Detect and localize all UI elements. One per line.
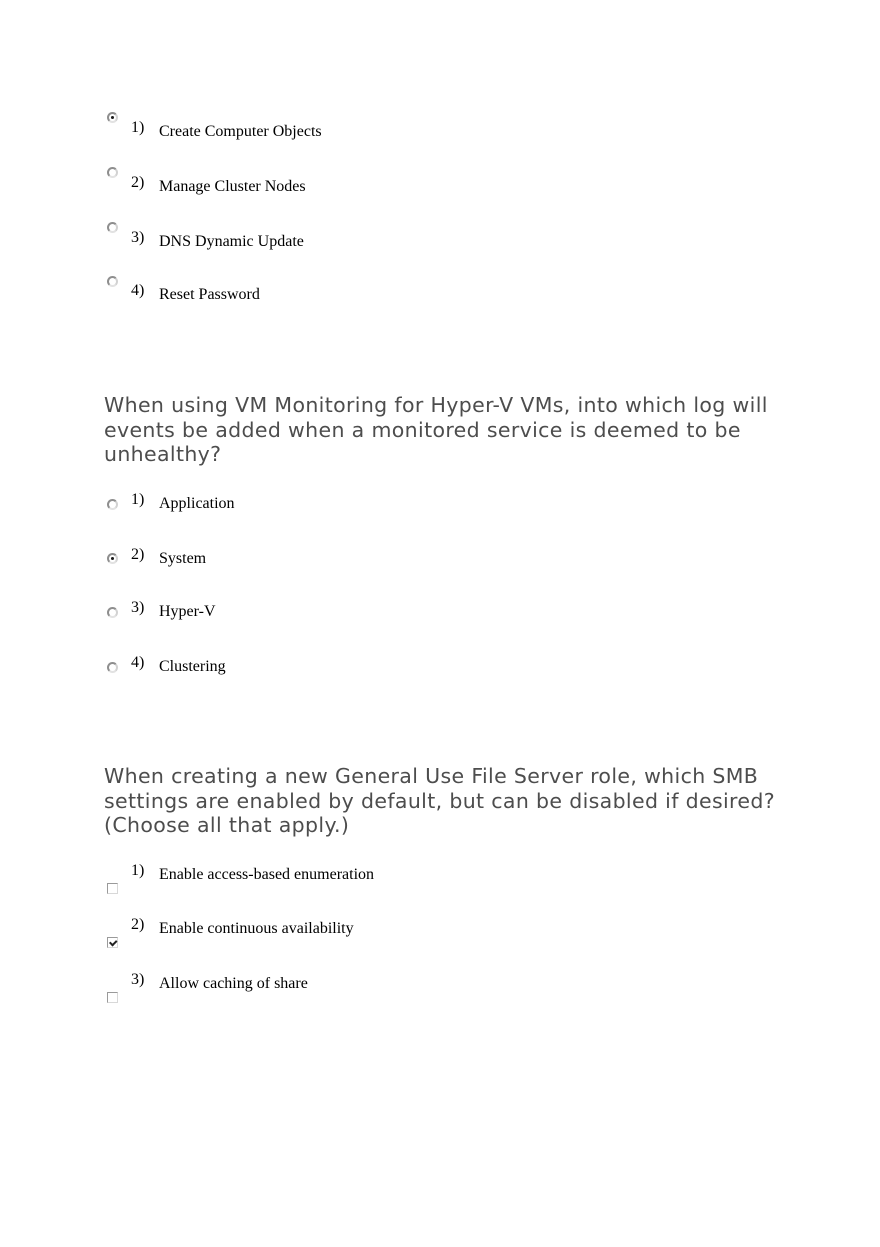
q1-option-1-radio[interactable]: [107, 112, 118, 123]
q3-option-2-label: Enable continuous availability: [159, 920, 354, 937]
q1-option-4-radio[interactable]: [107, 276, 118, 287]
q2-option-4[interactable]: [0, 653, 700, 683]
q1-option-1[interactable]: [0, 110, 700, 140]
q3-option-1-label: Enable access-based enumeration: [159, 866, 375, 883]
q3-option-1-checkbox[interactable]: [107, 883, 118, 894]
q1-option-4-number: 4): [131, 282, 145, 299]
q2-option-1[interactable]: [0, 490, 700, 520]
q2-option-3-number: 3): [131, 599, 145, 616]
q1-option-1-label: Create Computer Objects: [159, 123, 322, 140]
q1-option-2-radio[interactable]: [107, 167, 118, 178]
q1-option-2[interactable]: [0, 165, 700, 195]
q1-option-3-label: DNS Dynamic Update: [159, 233, 304, 250]
question-2-text: When using VM Monitoring for Hyper-V VMs, into which log will events be added when a monitored service is deemed to be unhealthy?: [104, 393, 768, 466]
q2-option-1-label: Application: [159, 495, 235, 512]
q3-option-3[interactable]: [0, 970, 700, 1000]
q1-option-4-label: Reset Password: [159, 286, 260, 303]
q3-option-2[interactable]: [0, 915, 700, 945]
q3-option-3-checkbox[interactable]: [107, 992, 118, 1003]
q1-option-1-number: 1): [131, 119, 145, 136]
q3-option-3-number: 3): [131, 971, 145, 988]
q2-option-4-number: 4): [131, 654, 145, 671]
q3-option-2-number: 2): [131, 916, 145, 933]
q2-option-2-label: System: [159, 550, 207, 567]
q1-option-4[interactable]: [0, 273, 700, 303]
q3-option-1[interactable]: [0, 861, 700, 891]
q2-option-3[interactable]: [0, 598, 700, 628]
q2-option-2-number: 2): [131, 546, 145, 563]
q2-option-3-label: Hyper-V: [159, 603, 216, 620]
q2-option-4-label: Clustering: [159, 658, 226, 675]
q3-option-1-number: 1): [131, 862, 145, 879]
q1-option-2-label: Manage Cluster Nodes: [159, 178, 306, 195]
q1-option-3-radio[interactable]: [107, 222, 118, 233]
q2-option-1-number: 1): [131, 491, 145, 508]
q1-option-2-number: 2): [131, 174, 145, 191]
q3-option-2-checkbox[interactable]: [107, 937, 118, 948]
q2-option-2[interactable]: [0, 545, 700, 575]
q1-option-3-number: 3): [131, 229, 145, 246]
q2-option-3-radio[interactable]: [107, 607, 118, 618]
q2-option-4-radio[interactable]: [107, 662, 118, 673]
q1-option-3[interactable]: [0, 220, 700, 250]
question-3-text: When creating a new General Use File Server role, which SMB settings are enabled by default, but can be disabled if desired? (Choose all that apply.): [104, 764, 775, 837]
q3-option-3-label: Allow caching of share: [159, 975, 308, 992]
q2-option-1-radio[interactable]: [107, 499, 118, 510]
q2-option-2-radio[interactable]: [107, 553, 118, 564]
